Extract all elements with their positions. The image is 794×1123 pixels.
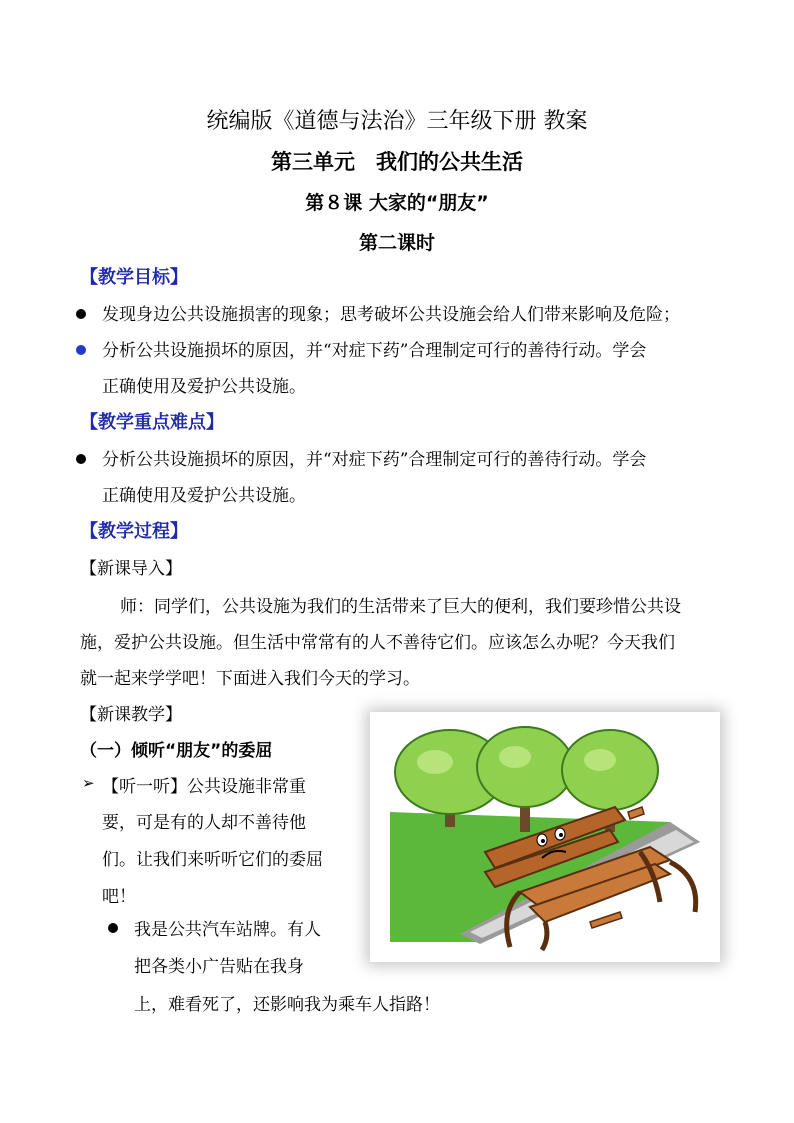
intro-paragraph-line-1: 师：同学们，公共设施为我们的生活带来了巨大的便利，我们要珍惜公共设 (120, 597, 681, 617)
objective-item-2-line-2: 正确使用及爱护公共设施。 (102, 377, 306, 397)
listen-line-2: 要，可是有的人却不善待他 (102, 813, 306, 833)
objective-item-1: 发现身边公共设施损害的现象；思考破坏公共设施会给人们带来影响及危险； (102, 305, 680, 325)
bullet-icon (108, 923, 118, 933)
listen-line-1: 【听一听】公共设施非常重 (102, 777, 306, 797)
key-point-line-2: 正确使用及爱护公共设施。 (102, 486, 306, 506)
bullet-icon (76, 309, 86, 319)
key-points-heading: 【教学重点难点】 (80, 412, 224, 433)
broken-bench-drawing (370, 712, 720, 962)
intro-paragraph-line-2: 施，爱护公共设施。但生活中常常有的人不善待它们。应该怎么办呢？今天我们 (80, 633, 675, 653)
part-1-heading: （一）倾听“朋友”的委屈 (80, 741, 273, 761)
bullet-icon (76, 454, 86, 464)
process-heading: 【教学过程】 (80, 521, 188, 542)
intro-heading: 【新课导入】 (80, 559, 182, 579)
key-point-line-1: 分析公共设施损坏的原因，并“对症下药”合理制定可行的善待行动。学会 (102, 450, 647, 470)
bus-stop-line-1: 我是公共汽车站牌。有人 (134, 920, 321, 940)
intro-paragraph-line-3: 就一起来学学吧！下面进入我们今天的学习。 (80, 669, 420, 689)
bus-stop-line-3: 上，难看死了，还影响我为乘车人指路！ (134, 995, 440, 1015)
unit-title: 第三单元 我们的公共生活 (271, 150, 523, 174)
objective-item-2-line-1: 分析公共设施损坏的原因，并“对症下药”合理制定可行的善待行动。学会 (102, 341, 647, 361)
listen-line-4: 吧！ (102, 887, 136, 907)
arrow-bullet-icon: ➢ (82, 774, 95, 792)
broken-bench-illustration (370, 712, 720, 962)
bus-stop-line-2: 把各类小广告贴在我身 (134, 957, 304, 977)
bullet-icon (76, 345, 86, 355)
period-title: 第二课时 (358, 232, 435, 254)
objectives-heading: 【教学目标】 (80, 267, 188, 288)
listen-line-3: 们。让我们来听听它们的委屈 (102, 850, 323, 870)
document-title: 统编版《道德与法治》三年级下册 教案 (206, 109, 588, 134)
lesson-title: 第８课 大家的“朋友” (305, 192, 489, 214)
teaching-heading: 【新课教学】 (80, 705, 182, 725)
